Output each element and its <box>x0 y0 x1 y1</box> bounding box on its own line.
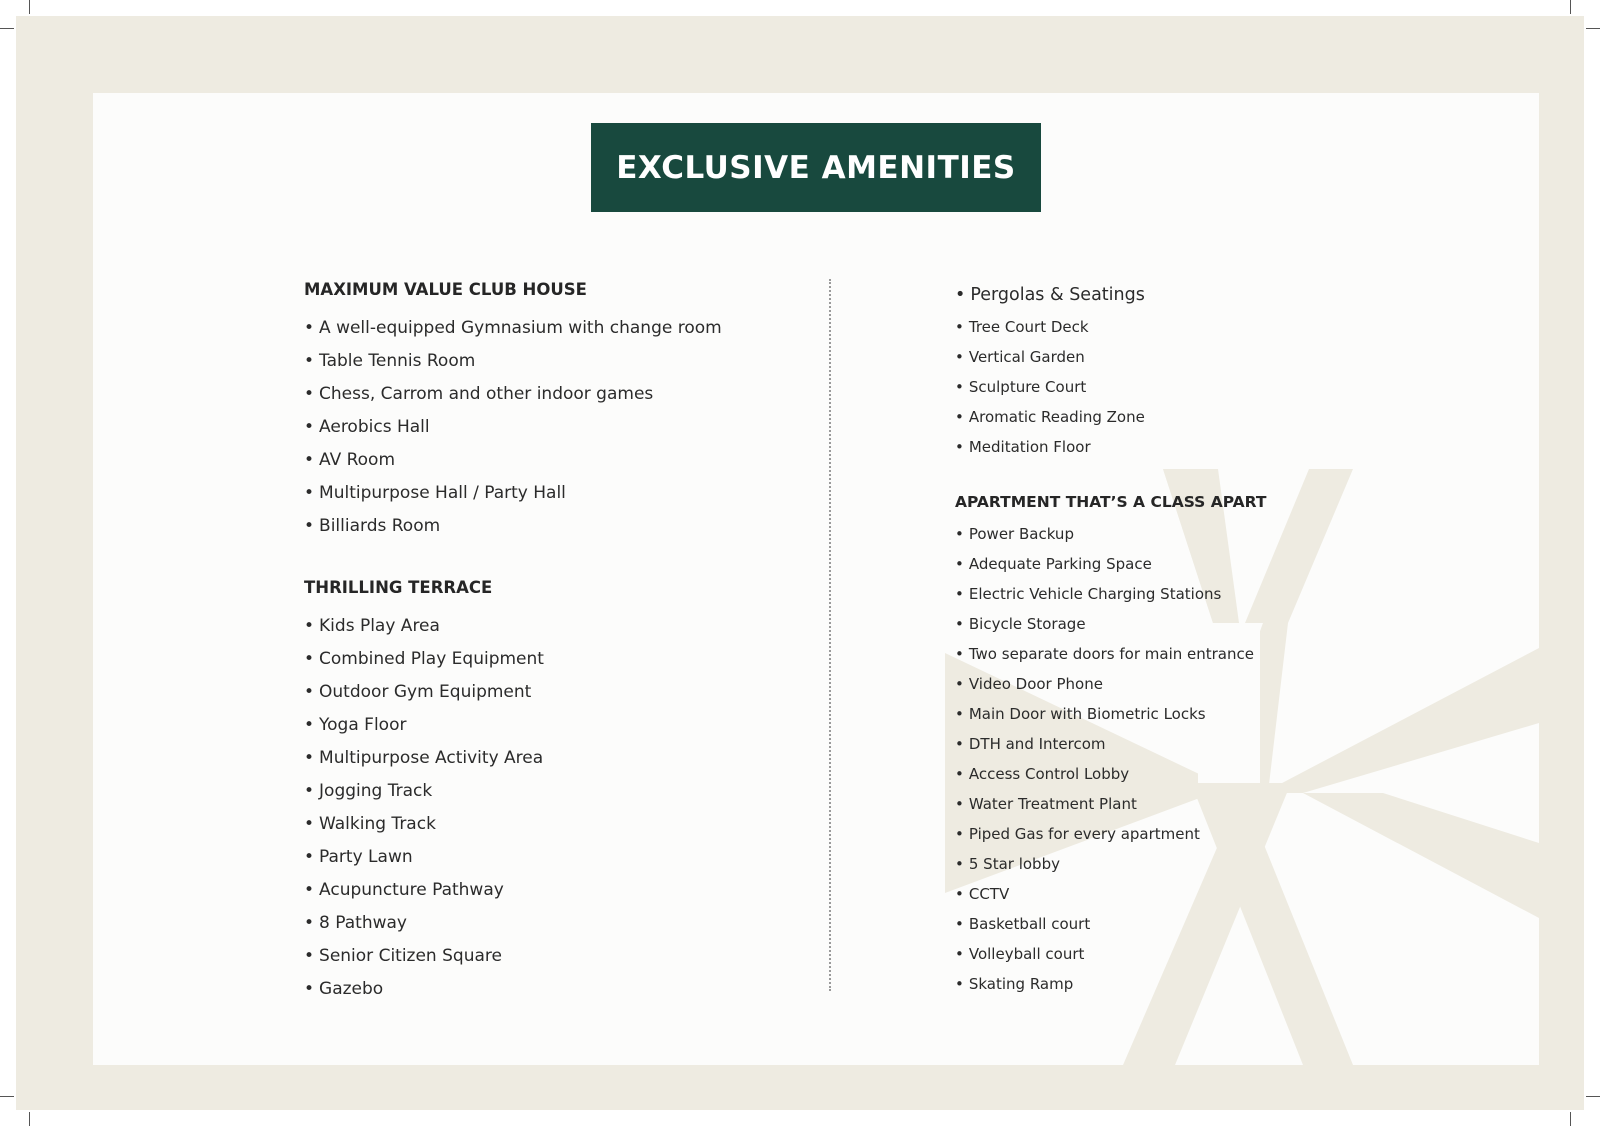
section-title: APARTMENT THAT’S A CLASS APART <box>955 493 1267 511</box>
list-item <box>304 709 804 742</box>
item-label: Meditation Floor <box>968 438 1091 456</box>
content-panel <box>93 93 1539 1065</box>
list-item <box>955 849 1475 879</box>
bullet: • <box>304 781 315 801</box>
item-label: 5 Star lobby <box>968 855 1060 873</box>
bullet: • <box>304 913 315 933</box>
bullet: • <box>304 715 315 735</box>
bullet: • <box>955 915 964 933</box>
list-item <box>955 609 1475 639</box>
bullet: • <box>955 525 964 543</box>
item-label: Electric Vehicle Charging Stations <box>968 585 1222 603</box>
list-item <box>304 345 804 378</box>
section-title: MAXIMUM VALUE CLUB HOUSE <box>304 280 587 299</box>
bullet: • <box>304 516 315 536</box>
bullet: • <box>304 814 315 834</box>
item-label: Jogging Track <box>319 781 433 801</box>
list-item <box>955 729 1475 759</box>
list-item <box>304 643 804 676</box>
item-label: Access Control Lobby <box>968 765 1130 783</box>
item-label: Gazebo <box>319 979 384 999</box>
item-label: Senior Citizen Square <box>319 946 502 966</box>
item-label: Volleyball court <box>968 945 1085 963</box>
item-label: 8 Pathway <box>319 913 407 933</box>
apartment-section <box>955 491 1475 999</box>
item-label: Water Treatment Plant <box>968 795 1137 813</box>
item-label: Acupuncture Pathway <box>319 880 504 900</box>
list-item <box>955 939 1475 969</box>
club-house-section <box>304 279 804 543</box>
amenity-list <box>304 610 804 1006</box>
bullet: • <box>304 946 315 966</box>
left-column <box>304 279 804 1006</box>
item-label: Adequate Parking Space <box>968 555 1152 573</box>
list-item <box>304 973 804 1006</box>
item-label: Two separate doors for main entrance <box>968 645 1254 663</box>
bullet: • <box>304 748 315 768</box>
list-item <box>955 639 1475 669</box>
bullet: • <box>304 682 315 702</box>
bullet: • <box>955 555 964 573</box>
item-label: Tree Court Deck <box>968 318 1089 336</box>
item-label: Main Door with Biometric Locks <box>968 705 1206 723</box>
item-label: Piped Gas for every apartment <box>968 825 1200 843</box>
bullet: • <box>955 855 964 873</box>
section-title: THRILLING TERRACE <box>304 578 493 597</box>
terrace-section <box>304 577 804 1006</box>
bullet: • <box>304 979 315 999</box>
bullet: • <box>304 847 315 867</box>
item-label: Aerobics Hall <box>319 417 430 437</box>
right-column <box>955 279 1475 999</box>
item-label: Skating Ramp <box>968 975 1074 993</box>
list-item <box>955 669 1475 699</box>
item-label: Chess, Carrom and other indoor games <box>319 384 654 404</box>
bullet: • <box>955 348 964 366</box>
list-item <box>304 312 804 345</box>
list-item <box>955 819 1475 849</box>
crop-mark <box>1570 0 1571 14</box>
page-title: EXCLUSIVE AMENITIES <box>616 149 1016 186</box>
amenity-list <box>955 519 1475 999</box>
bullet: • <box>304 616 315 636</box>
list-item <box>955 969 1475 999</box>
bullet: • <box>955 705 964 723</box>
bullet: • <box>955 945 964 963</box>
bullet: • <box>955 585 964 603</box>
crop-mark <box>29 0 30 14</box>
column-divider <box>829 279 831 991</box>
list-item <box>955 579 1475 609</box>
bullet: • <box>955 795 964 813</box>
bullet: • <box>955 615 964 633</box>
list-item <box>955 312 1475 342</box>
bullet: • <box>955 765 964 783</box>
list-item <box>955 432 1475 462</box>
bullet: • <box>955 885 964 903</box>
item-label: Power Backup <box>968 525 1074 543</box>
item-label: Aromatic Reading Zone <box>968 408 1145 426</box>
list-item <box>955 279 1475 312</box>
amenity-list <box>955 279 1475 462</box>
list-item <box>955 879 1475 909</box>
item-label: Walking Track <box>319 814 436 834</box>
continued-terrace-section <box>955 279 1475 462</box>
item-label: Multipurpose Activity Area <box>319 748 544 768</box>
list-item <box>304 874 804 907</box>
crop-mark <box>1586 28 1600 29</box>
item-label: A well-equipped Gymnasium with change room <box>319 318 722 338</box>
bullet: • <box>955 285 966 305</box>
list-item <box>955 342 1475 372</box>
item-label: DTH and Intercom <box>968 735 1106 753</box>
list-item <box>304 477 804 510</box>
list-item <box>304 775 804 808</box>
bullet: • <box>304 880 315 900</box>
bullet: • <box>955 318 964 336</box>
list-item <box>304 808 804 841</box>
list-item <box>304 610 804 643</box>
list-item <box>304 378 804 411</box>
item-label: CCTV <box>968 885 1010 903</box>
title-banner <box>591 123 1041 212</box>
list-item <box>304 411 804 444</box>
list-item <box>304 841 804 874</box>
list-item <box>955 519 1475 549</box>
list-item <box>955 372 1475 402</box>
list-item <box>304 676 804 709</box>
bullet: • <box>304 649 315 669</box>
item-label: AV Room <box>319 450 396 470</box>
crop-mark <box>29 1112 30 1126</box>
item-label: Basketball court <box>968 915 1091 933</box>
list-item <box>955 549 1475 579</box>
list-item <box>955 402 1475 432</box>
crop-mark <box>0 28 14 29</box>
crop-mark <box>0 1096 14 1097</box>
item-label: Table Tennis Room <box>319 351 476 371</box>
bullet: • <box>955 408 964 426</box>
list-item <box>304 510 804 543</box>
bullet: • <box>955 378 964 396</box>
list-item <box>955 789 1475 819</box>
item-label: Pergolas & Seatings <box>970 285 1145 305</box>
list-item <box>955 699 1475 729</box>
list-item <box>304 444 804 477</box>
bullet: • <box>304 351 315 371</box>
item-label: Bicycle Storage <box>968 615 1086 633</box>
list-item <box>955 909 1475 939</box>
bullet: • <box>955 438 964 456</box>
bullet: • <box>955 735 964 753</box>
crop-mark <box>1570 1112 1571 1126</box>
item-label: Yoga Floor <box>319 715 407 735</box>
bullet: • <box>955 825 964 843</box>
page-frame <box>16 16 1584 1110</box>
bullet: • <box>955 675 964 693</box>
item-label: Multipurpose Hall / Party Hall <box>319 483 566 503</box>
list-item <box>304 940 804 973</box>
item-label: Video Door Phone <box>968 675 1103 693</box>
item-label: Vertical Garden <box>968 348 1085 366</box>
item-label: Party Lawn <box>319 847 413 867</box>
bullet: • <box>304 417 315 437</box>
bullet: • <box>955 975 964 993</box>
bullet: • <box>955 645 964 663</box>
item-label: Combined Play Equipment <box>319 649 544 669</box>
item-label: Billiards Room <box>319 516 441 536</box>
amenity-list <box>304 312 804 543</box>
crop-mark <box>1586 1096 1600 1097</box>
item-label: Outdoor Gym Equipment <box>319 682 532 702</box>
bullet: • <box>304 384 315 404</box>
bullet: • <box>304 483 315 503</box>
list-item <box>955 759 1475 789</box>
item-label: Kids Play Area <box>319 616 440 636</box>
item-label: Sculpture Court <box>968 378 1087 396</box>
bullet: • <box>304 450 315 470</box>
list-item <box>304 742 804 775</box>
list-item <box>304 907 804 940</box>
bullet: • <box>304 318 315 338</box>
